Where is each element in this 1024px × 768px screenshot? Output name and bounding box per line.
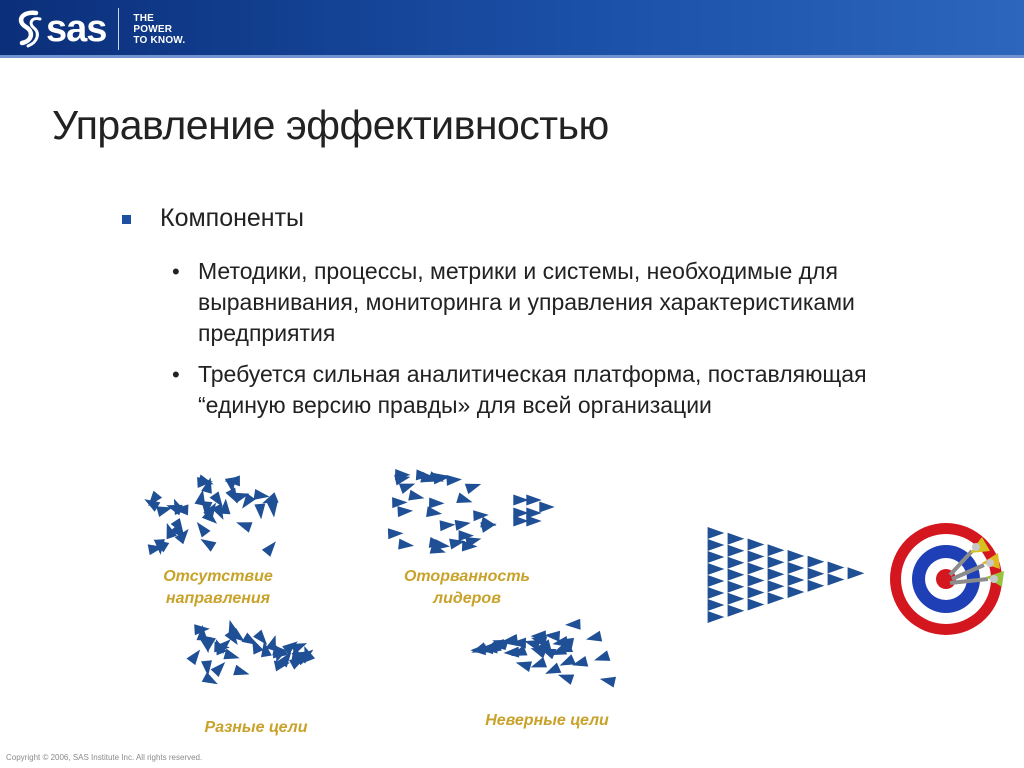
arrow-mark xyxy=(408,490,425,504)
arrow-mark xyxy=(748,587,765,599)
arrow-mark xyxy=(267,502,280,519)
arrow-mark xyxy=(768,592,785,604)
square-bullet-icon xyxy=(122,215,131,224)
caption-wrong-goals: Неверные цели xyxy=(485,712,609,729)
sub-bullet-text: Методики, процессы, метрики и системы, необходимые для выравнивания, мониторинга и управления характеристиками предприятия xyxy=(198,258,855,346)
arrow-mark xyxy=(848,567,865,579)
arrow-mark xyxy=(529,657,547,673)
arrow-mark xyxy=(708,539,725,551)
copyright-footer: Copyright © 2006, SAS Institute Inc. All rights reserved. xyxy=(6,753,203,762)
arrow-mark xyxy=(456,492,474,507)
wrong-goals-arrow-cluster xyxy=(469,619,616,688)
arrow-mark xyxy=(465,479,483,494)
arrow-mark xyxy=(254,504,266,520)
arrow-mark xyxy=(708,587,725,599)
arrow-mark xyxy=(429,497,445,508)
arrow-mark xyxy=(388,528,404,540)
page-title: Управление эффективностью xyxy=(52,102,609,148)
arrow-mark xyxy=(223,649,241,664)
arrow-mark xyxy=(398,539,415,552)
arrow-mark xyxy=(234,517,252,533)
sub-bullet-text: Требуется сильная аналитическая платформа, поставляющая “единую версию правды» для всей организации xyxy=(198,361,867,418)
arrow-mark xyxy=(557,654,576,670)
caption-leaders-disconnected xyxy=(385,566,549,610)
arrow-mark xyxy=(708,563,725,575)
arrow-mark xyxy=(748,563,765,575)
arrow-mark xyxy=(198,534,217,551)
sub-bullet xyxy=(172,359,892,421)
arrow-mark xyxy=(708,575,725,587)
header-bar xyxy=(0,0,1024,58)
bullet-components xyxy=(122,204,304,233)
arrow-mark xyxy=(708,527,725,539)
sas-swoosh-icon xyxy=(14,9,44,49)
arrow-mark xyxy=(728,533,745,545)
caption-line: направления xyxy=(165,590,271,607)
arrow-mark xyxy=(728,557,745,569)
dot-bullet-icon: • xyxy=(172,259,180,284)
leaders-disconnected-arrow-cluster xyxy=(388,469,555,558)
arrow-mark xyxy=(808,568,825,580)
arrow-mark xyxy=(788,586,805,598)
arrow-mark xyxy=(788,550,805,562)
different-goals-arrow-cluster xyxy=(186,618,316,689)
tagline-line: THE xyxy=(133,12,155,24)
caption-line: Оторванность xyxy=(403,568,531,585)
arrow-mark xyxy=(828,562,845,574)
arrow-mark xyxy=(539,502,554,513)
arrow-mark xyxy=(262,538,280,557)
arrow-mark xyxy=(728,605,745,617)
arrow-mark xyxy=(211,658,230,677)
caption-different-goals: Разные цели xyxy=(204,719,308,736)
arrow-mark xyxy=(728,545,745,557)
arrow-mark xyxy=(708,599,725,611)
arrow-mark xyxy=(768,568,785,580)
arrow-mark xyxy=(233,665,251,680)
arrow-mark xyxy=(544,630,560,642)
arrow-mark xyxy=(446,474,462,486)
arrow-mark xyxy=(392,497,408,508)
arrow-mark xyxy=(728,569,745,581)
arrow-mark xyxy=(440,519,456,531)
no-direction-arrow-cluster xyxy=(141,474,280,556)
arrow-mark xyxy=(514,657,532,672)
arrow-mark xyxy=(728,593,745,605)
arrow-mark xyxy=(526,516,541,527)
arrow-mark xyxy=(768,556,785,568)
arrow-mark xyxy=(455,517,472,530)
arrow-mark xyxy=(748,599,765,611)
arrow-mark xyxy=(828,574,845,586)
sub-bullet xyxy=(172,256,892,349)
arrow-mark xyxy=(808,556,825,568)
arrow-mark xyxy=(748,551,765,563)
arrow-mark xyxy=(565,619,581,631)
arrow-mark xyxy=(768,544,785,556)
aligned-arrow-formation xyxy=(708,527,865,623)
logo-divider xyxy=(118,8,119,50)
arrow-mark xyxy=(599,673,616,687)
arrow-mark xyxy=(585,631,602,645)
arrow-mark xyxy=(808,580,825,592)
bullet-text: Компоненты xyxy=(160,204,305,232)
caption-no-direction xyxy=(140,566,296,610)
arrow-mark xyxy=(708,611,725,623)
caption-line: лидеров xyxy=(433,590,501,607)
tagline xyxy=(133,13,185,46)
arrow-mark xyxy=(728,581,745,593)
arrow-mark xyxy=(768,580,785,592)
arrow-mark xyxy=(748,539,765,551)
arrow-mark xyxy=(788,574,805,586)
arrow-mark xyxy=(788,562,805,574)
arrow-mark xyxy=(592,650,610,665)
caption-line: Отсутствие xyxy=(163,568,273,585)
dot-bullet-icon: • xyxy=(172,362,180,387)
arrow-mark xyxy=(708,551,725,563)
arrow-mark xyxy=(748,575,765,587)
arrow-mark xyxy=(397,505,413,517)
arrow-mark xyxy=(426,506,443,519)
sub-bullet-list xyxy=(172,256,892,431)
sas-logo xyxy=(14,6,185,52)
arrow-mark xyxy=(192,519,210,538)
logo-text: sas xyxy=(46,8,107,50)
tagline-line: POWER xyxy=(133,23,173,35)
tagline-line: TO KNOW. xyxy=(133,34,186,46)
